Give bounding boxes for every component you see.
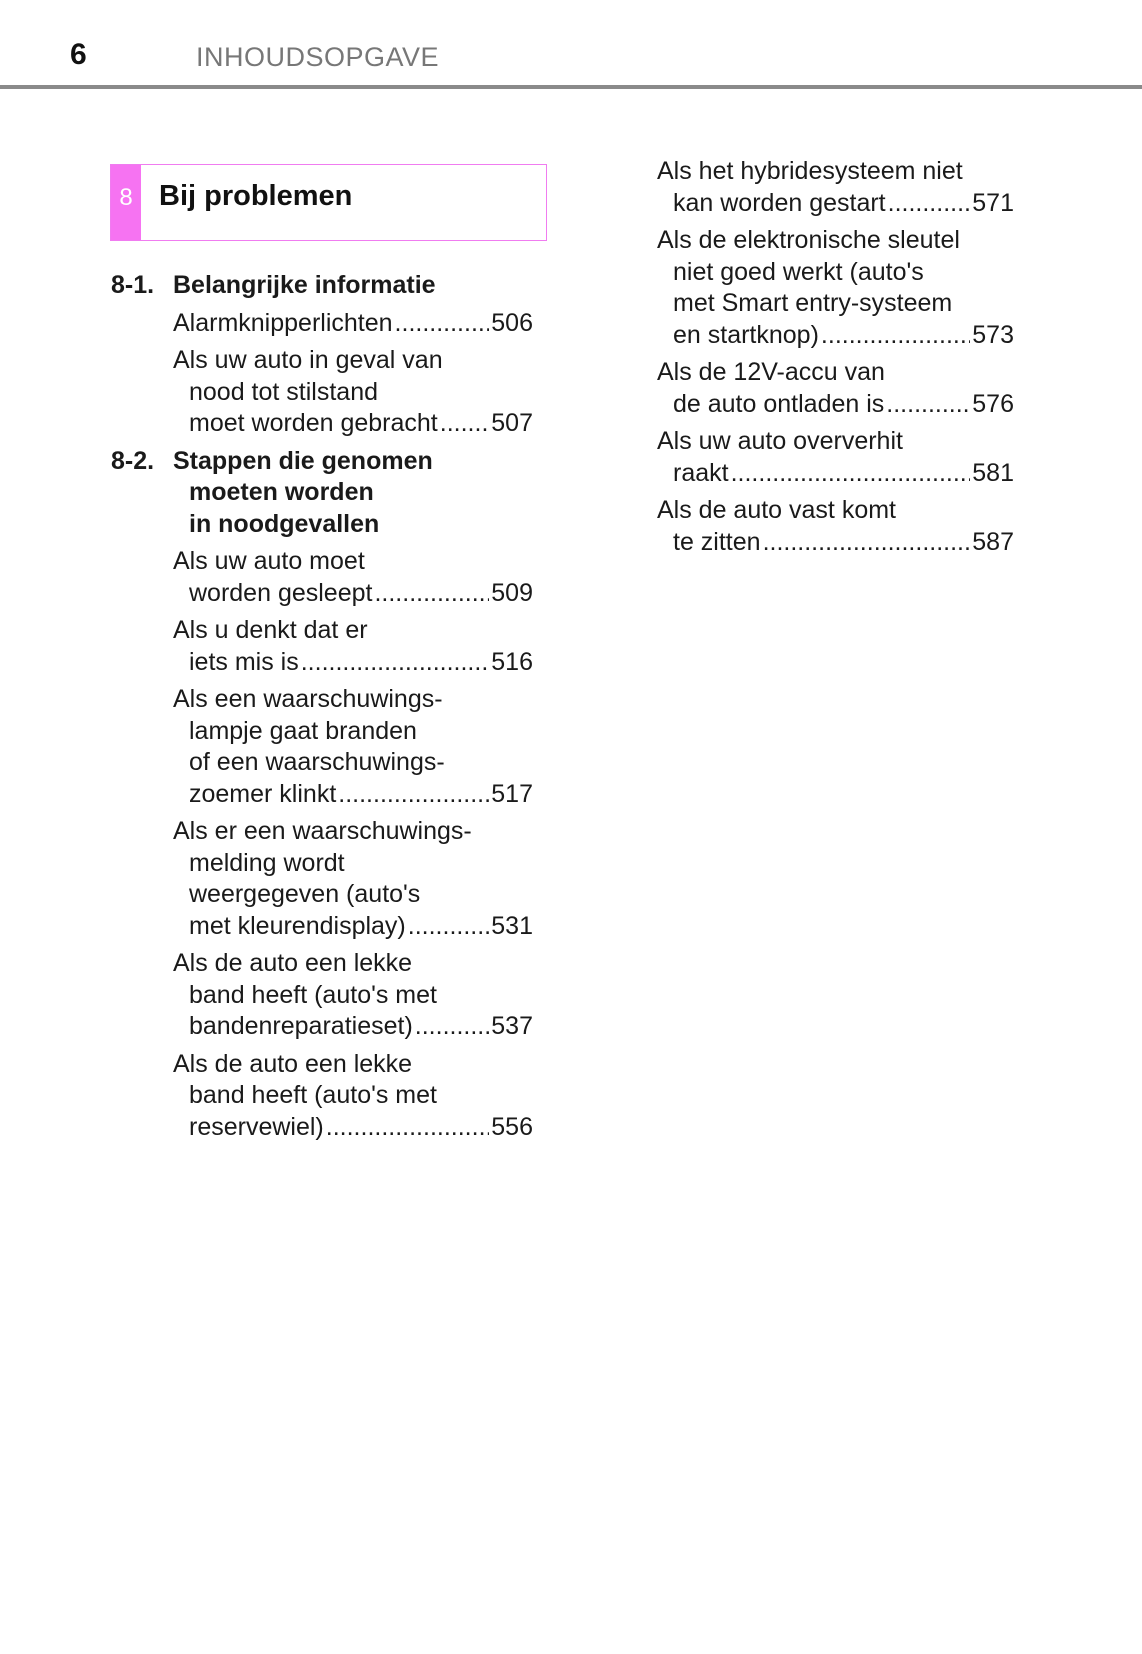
toc-entry-text: Als de auto vast komt	[657, 496, 897, 524]
dot-leader	[888, 188, 971, 220]
page-ref[interactable]: 571	[972, 188, 1014, 217]
dot-leader	[326, 1112, 490, 1144]
dot-leader	[374, 578, 489, 610]
page-ref[interactable]: 509	[491, 578, 533, 607]
toc-entry-text: en startknop)	[673, 320, 819, 349]
toc-entry-last-line	[173, 1112, 533, 1144]
toc-entry-last-line	[657, 527, 1014, 559]
toc-entry-text: lampje gaat branden	[189, 716, 417, 745]
toc-entry[interactable]	[111, 308, 533, 340]
dot-leader	[408, 911, 490, 943]
section-number: 8-1.	[111, 271, 155, 299]
dot-leader	[338, 779, 489, 811]
toc-entry-last-line	[657, 458, 1014, 490]
toc-entry[interactable]	[657, 495, 1014, 558]
toc-entry[interactable]	[657, 357, 1014, 420]
page-ref[interactable]: 537	[491, 1012, 533, 1040]
toc-entry-text: Als de elektronische sleutel	[657, 226, 960, 254]
toc-entry-text: Als een waarschuwings-	[173, 685, 443, 713]
toc-entry-text: reservewiel)	[189, 1112, 324, 1141]
toc-entry[interactable]	[111, 948, 533, 1043]
page-ref[interactable]: 587	[972, 527, 1014, 556]
toc-left-column	[111, 270, 533, 1149]
toc-entry-text: of een waarschuwings-	[189, 748, 445, 776]
toc-entry-text: bandenreparatieset)	[189, 1012, 413, 1040]
toc-entry[interactable]	[657, 225, 1014, 351]
page-ref[interactable]: 507	[491, 409, 533, 437]
toc-entry[interactable]	[111, 615, 533, 678]
toc-entry-last-line	[657, 320, 1014, 352]
toc-entry-text: nood tot stilstand	[189, 377, 379, 406]
page-ref[interactable]: 576	[972, 389, 1014, 418]
toc-entry[interactable]	[111, 345, 533, 440]
toc-entry-last-line	[173, 308, 533, 340]
toc-entry-text: te zitten	[673, 527, 761, 556]
toc-entry-text: Als de auto een lekke	[173, 949, 413, 977]
toc-entry[interactable]	[111, 546, 533, 609]
toc-entry[interactable]	[111, 1049, 533, 1144]
page-ref[interactable]: 556	[491, 1112, 533, 1141]
page-ref[interactable]: 531	[491, 911, 533, 940]
header-divider	[0, 85, 1142, 89]
toc-entry-text: Als uw auto in geval van	[173, 346, 443, 374]
dot-leader	[763, 527, 971, 559]
toc-entry-text: met kleurendisplay)	[189, 911, 406, 940]
toc-entry-text: melding wordt	[189, 848, 345, 877]
chapter-number-tab: 8	[111, 165, 141, 240]
toc-entry-text: Als de auto een lekke	[173, 1049, 413, 1078]
toc-entry-text: Als uw auto oververhit	[657, 427, 903, 455]
dot-leader	[440, 408, 490, 440]
toc-entry-text: band heeft (auto's met	[189, 980, 437, 1009]
section-title: Belangrijke informatie	[173, 271, 436, 299]
page-ref[interactable]: 573	[972, 320, 1014, 349]
toc-entry-text: kan worden gestart	[673, 188, 886, 217]
toc-entry-text: band heeft (auto's met	[189, 1081, 437, 1109]
toc-entry-text: worden gesleept	[189, 578, 373, 607]
toc-entry-last-line	[657, 188, 1014, 220]
toc-entry-text: weergegeven (auto's	[189, 880, 421, 908]
toc-right-column	[657, 156, 1014, 564]
toc-entry-text: zoemer klinkt	[189, 779, 337, 808]
section-heading-8-1	[111, 270, 533, 302]
toc-entry-last-line	[173, 408, 533, 440]
toc-entry-text: Alarmknipperlichten	[173, 308, 393, 337]
toc-entry[interactable]	[111, 684, 533, 810]
toc-entry-text: Als uw auto moet	[173, 547, 365, 575]
page-header	[0, 0, 1142, 90]
chapter-heading	[110, 164, 547, 241]
toc-entry-text: met Smart entry-systeem	[673, 289, 953, 317]
toc-entry[interactable]	[111, 816, 533, 942]
section-heading-8-2	[111, 446, 533, 541]
toc-entry-text: raakt	[673, 458, 729, 487]
section-title: Stappen die genomen moeten worden in noodgevallen	[173, 446, 433, 538]
section-number: 8-2.	[111, 446, 155, 475]
toc-entry-last-line	[657, 389, 1014, 421]
chapter-title: Bij problemen	[159, 180, 353, 212]
page-ref[interactable]: 506	[491, 308, 533, 337]
page-ref[interactable]: 517	[491, 779, 533, 808]
toc-entry[interactable]	[657, 156, 1014, 219]
toc-entry-text: Als het hybridesysteem niet	[657, 157, 963, 185]
page-ref[interactable]: 581	[972, 458, 1014, 487]
dot-leader	[886, 389, 970, 421]
toc-entry-last-line	[173, 647, 533, 679]
toc-entry-last-line	[173, 911, 533, 943]
dot-leader	[821, 320, 970, 352]
dot-leader	[731, 458, 971, 490]
page-ref[interactable]: 516	[491, 647, 533, 676]
page-number: 6	[70, 38, 87, 71]
toc-entry-text: Als de 12V-accu van	[657, 358, 885, 386]
toc-entry-text: iets mis is	[189, 647, 299, 676]
header-title: INHOUDSOPGAVE	[196, 42, 440, 72]
toc-entry-text: moet worden gebracht	[189, 409, 438, 437]
toc-entry[interactable]	[657, 426, 1014, 489]
toc-entry-last-line	[173, 779, 533, 811]
dot-leader	[415, 1011, 490, 1043]
toc-entry-text: de auto ontladen is	[673, 389, 885, 418]
toc-entry-last-line	[173, 1011, 533, 1043]
toc-entry-text: Als er een waarschuwings-	[173, 817, 472, 845]
toc-entry-text: niet goed werkt (auto's	[673, 257, 924, 286]
dot-leader	[301, 647, 490, 679]
dot-leader	[395, 308, 490, 340]
toc-entry-text: Als u denkt dat er	[173, 616, 368, 644]
toc-entry-last-line	[173, 578, 533, 610]
